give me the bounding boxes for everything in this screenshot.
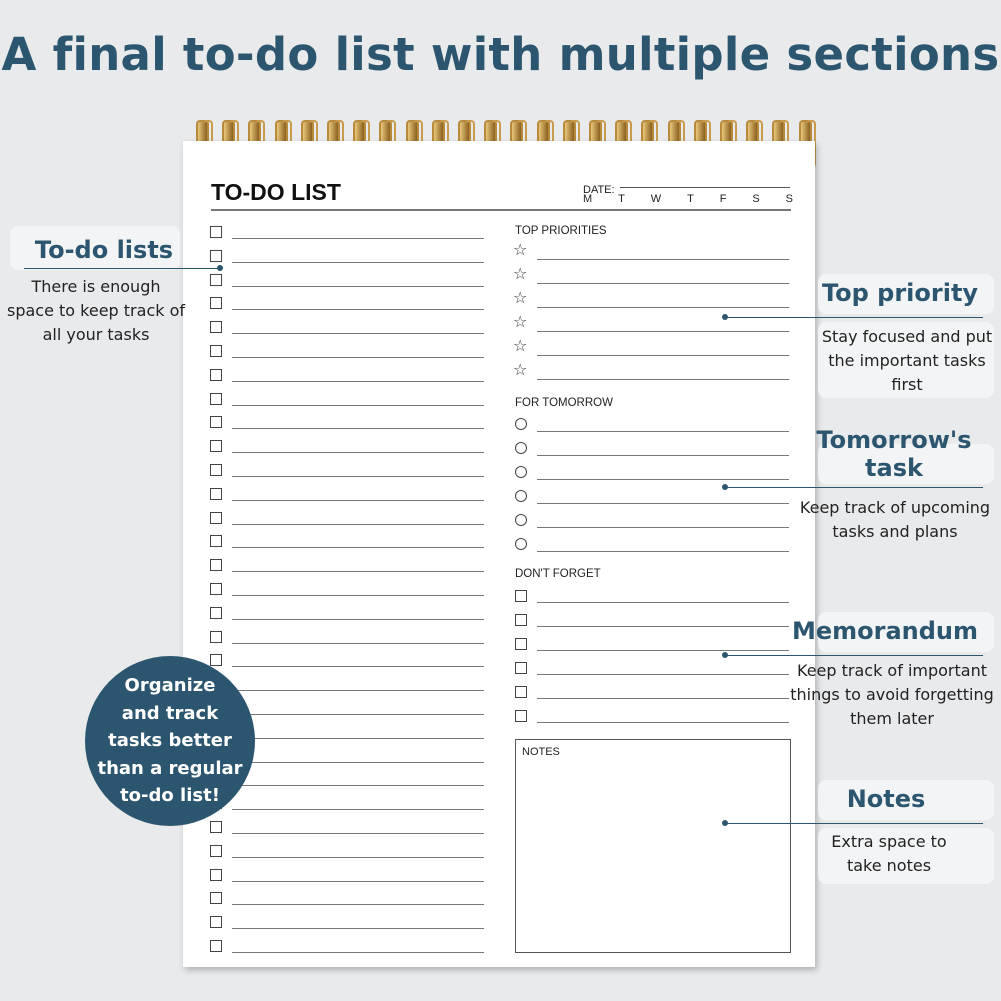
list-row	[210, 414, 484, 432]
list-row	[210, 319, 484, 337]
list-row	[513, 336, 789, 359]
list-row	[210, 843, 484, 861]
writing-line	[537, 698, 789, 699]
list-row	[210, 438, 484, 456]
checkbox-icon[interactable]	[210, 583, 222, 595]
list-row	[515, 489, 789, 507]
checkbox-icon[interactable]	[210, 535, 222, 547]
writing-line	[232, 952, 484, 953]
writing-line	[537, 331, 789, 332]
day-label: T	[687, 193, 694, 205]
day-label: S	[752, 193, 760, 205]
for-tomorrow-label: FOR TOMORROW	[515, 397, 613, 409]
writing-line	[232, 381, 484, 382]
star-icon[interactable]: ☆	[513, 240, 528, 259]
circle-icon[interactable]	[515, 538, 527, 550]
checkbox-icon[interactable]	[515, 614, 527, 626]
circle-icon[interactable]	[515, 466, 527, 478]
checkbox-icon[interactable]	[210, 369, 222, 381]
checkbox-icon[interactable]	[515, 662, 527, 674]
writing-line	[232, 619, 484, 620]
checkbox-icon[interactable]	[210, 821, 222, 833]
list-row	[210, 676, 484, 694]
writing-line	[537, 283, 789, 284]
writing-line	[232, 738, 484, 739]
writing-line	[537, 479, 789, 480]
memo-callout-text: Keep track of important things to avoid forgetting them later	[790, 661, 994, 728]
writing-line	[232, 309, 484, 310]
list-row	[513, 288, 789, 311]
list-row	[210, 771, 484, 789]
writing-line	[232, 476, 484, 477]
list-row	[210, 391, 484, 409]
writing-line	[232, 714, 484, 715]
writing-line	[232, 333, 484, 334]
day-label: S	[785, 193, 793, 205]
list-row	[210, 510, 484, 528]
checkbox-icon[interactable]	[210, 940, 222, 952]
writing-line	[232, 286, 484, 287]
list-row	[515, 513, 789, 531]
writing-line	[232, 547, 484, 548]
tomorrow-callout-title: Tomorrow's task	[816, 426, 972, 482]
checkbox-icon[interactable]	[210, 345, 222, 357]
checkbox-icon[interactable]	[210, 274, 222, 286]
checkbox-icon[interactable]	[210, 226, 222, 238]
star-icon[interactable]: ☆	[513, 360, 528, 379]
list-row	[513, 240, 789, 263]
tomorrow-callout-text: Keep track of upcoming tasks and plans	[799, 498, 991, 541]
list-row	[210, 629, 484, 647]
circle-icon[interactable]	[515, 418, 527, 430]
circle-icon[interactable]	[515, 442, 527, 454]
star-icon[interactable]: ☆	[513, 336, 528, 355]
list-row	[210, 914, 484, 932]
memo-callout-title: Memorandum	[791, 617, 979, 645]
writing-line	[232, 524, 484, 525]
list-row	[210, 581, 484, 599]
writing-line	[537, 503, 789, 504]
list-row	[210, 272, 484, 290]
tomorrow-leader-line	[726, 487, 983, 488]
list-row	[210, 605, 484, 623]
list-row	[515, 708, 789, 726]
writing-line	[232, 928, 484, 929]
list-row	[515, 441, 789, 459]
writing-line	[537, 551, 789, 552]
checkbox-icon[interactable]	[515, 710, 527, 722]
writing-line	[232, 428, 484, 429]
writing-line	[537, 722, 789, 723]
writing-line	[232, 904, 484, 905]
writing-line	[537, 650, 789, 651]
list-row	[515, 684, 789, 702]
list-row	[210, 652, 484, 670]
notes-callout-title: Notes	[846, 785, 926, 813]
writing-line	[537, 307, 789, 308]
checkbox-icon[interactable]	[210, 297, 222, 309]
list-row	[210, 938, 484, 956]
list-row	[210, 248, 484, 266]
todo-callout-title: To-do lists	[34, 236, 174, 264]
notepad-title: TO-DO LIST	[211, 179, 341, 205]
writing-line	[232, 571, 484, 572]
priority-leader-line	[726, 317, 983, 318]
checkbox-icon[interactable]	[210, 845, 222, 857]
list-row	[515, 465, 789, 483]
list-row	[515, 636, 789, 654]
writing-line	[537, 455, 789, 456]
weekday-row	[583, 193, 793, 205]
writing-line	[232, 690, 484, 691]
priority-callout-title: Top priority	[821, 279, 979, 307]
checkbox-icon[interactable]	[210, 512, 222, 524]
list-row	[515, 612, 789, 630]
list-row	[210, 890, 484, 908]
title-rule	[211, 209, 791, 211]
writing-line	[537, 527, 789, 528]
writing-line	[232, 643, 484, 644]
list-row	[210, 343, 484, 361]
memo-leader-dot	[722, 652, 728, 658]
list-row	[210, 867, 484, 885]
list-row	[515, 660, 789, 678]
circle-icon[interactable]	[515, 490, 527, 502]
list-row	[210, 295, 484, 313]
day-label: T	[618, 193, 625, 205]
writing-line	[232, 238, 484, 239]
writing-line	[537, 602, 789, 603]
checkbox-icon[interactable]	[210, 869, 222, 881]
writing-line	[537, 355, 789, 356]
dont-forget-label: DON'T FORGET	[515, 568, 601, 580]
list-row	[210, 533, 484, 551]
checkbox-icon[interactable]	[210, 250, 222, 262]
todo-leader-dot	[217, 265, 223, 271]
list-row	[513, 360, 789, 383]
writing-line	[232, 405, 484, 406]
writing-line	[232, 833, 484, 834]
writing-line	[232, 857, 484, 858]
checkbox-icon[interactable]	[210, 607, 222, 619]
badge-text: Organize and track tasks better than a regular to-do list!	[97, 675, 243, 807]
writing-line	[537, 379, 789, 380]
writing-line	[232, 452, 484, 453]
list-row	[513, 312, 789, 335]
circle-icon[interactable]	[515, 514, 527, 526]
date-line	[620, 187, 790, 188]
checkbox-icon[interactable]	[210, 393, 222, 405]
checkbox-icon[interactable]	[210, 654, 222, 666]
checkbox-icon[interactable]	[210, 464, 222, 476]
list-row	[210, 462, 484, 480]
writing-line	[232, 595, 484, 596]
notes-box	[515, 739, 791, 953]
list-row	[210, 486, 484, 504]
priority-callout-text: Stay focused and put the important tasks first	[821, 327, 993, 394]
list-row	[210, 819, 484, 837]
headline: A final to-do list with multiple sections	[1, 28, 1000, 81]
notes-leader-line	[726, 823, 983, 824]
list-row	[210, 557, 484, 575]
writing-line	[232, 762, 484, 763]
list-row	[513, 264, 789, 287]
writing-line	[537, 259, 789, 260]
star-icon[interactable]: ☆	[513, 264, 528, 283]
writing-line	[232, 785, 484, 786]
checkbox-icon[interactable]	[210, 892, 222, 904]
star-icon[interactable]: ☆	[513, 312, 528, 331]
notes-callout-text: Extra space to take notes	[831, 832, 947, 875]
writing-line	[232, 881, 484, 882]
star-icon[interactable]: ☆	[513, 288, 528, 307]
checkbox-icon[interactable]	[515, 638, 527, 650]
writing-line	[232, 357, 484, 358]
list-row	[210, 367, 484, 385]
list-row	[210, 224, 484, 242]
writing-line	[537, 674, 789, 675]
list-row	[210, 795, 484, 813]
priority-leader-dot	[722, 314, 728, 320]
checkbox-icon[interactable]	[210, 416, 222, 428]
day-label: M	[583, 193, 593, 205]
checkbox-icon[interactable]	[210, 321, 222, 333]
checkbox-icon[interactable]	[515, 686, 527, 698]
memo-leader-line	[726, 655, 983, 656]
list-row	[515, 588, 789, 606]
checkbox-icon[interactable]	[210, 631, 222, 643]
checkbox-icon[interactable]	[210, 559, 222, 571]
todo-leader-line	[24, 268, 220, 269]
writing-line	[232, 500, 484, 501]
checkbox-icon[interactable]	[210, 488, 222, 500]
notepad	[183, 141, 815, 967]
top-priorities-label: TOP PRIORITIES	[515, 225, 607, 237]
todo-callout-text: There is enough space to keep track of all your tasks	[6, 277, 186, 344]
notes-leader-dot	[722, 820, 728, 826]
notes-label: NOTES	[522, 746, 560, 758]
writing-line	[232, 666, 484, 667]
date-block	[583, 178, 793, 205]
day-label: W	[650, 193, 662, 205]
writing-line	[537, 626, 789, 627]
date-label: DATE:	[583, 184, 615, 196]
list-row	[515, 537, 789, 555]
writing-line	[232, 809, 484, 810]
tomorrow-leader-dot	[722, 484, 728, 490]
list-row	[515, 417, 789, 435]
checkbox-icon[interactable]	[210, 916, 222, 928]
day-label: F	[719, 193, 727, 205]
writing-line	[537, 431, 789, 432]
feature-badge	[85, 656, 255, 826]
checkbox-icon[interactable]	[210, 440, 222, 452]
writing-line	[232, 262, 484, 263]
checkbox-icon[interactable]	[515, 590, 527, 602]
